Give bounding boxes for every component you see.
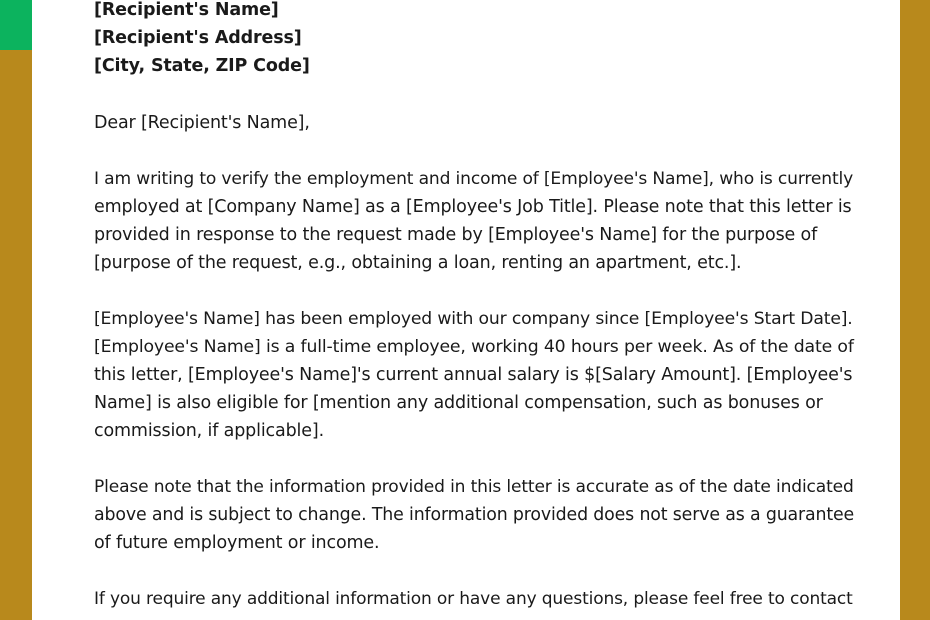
accent-tab — [0, 0, 32, 50]
paragraph-line: this letter, [Employee's Name]'s current annual salary is $[Salary Amount]. [Employee's — [94, 365, 853, 385]
paragraph-line: I am writing to verify the employment and income of [Employee's Name], who is currently — [94, 169, 854, 189]
paragraph-line: employed at [Company Name] as a [Employee's Job Title]. Please note that this letter is — [94, 197, 852, 217]
paragraph-employment-details — [94, 305, 854, 445]
paragraph-line: provided in response to the request made by [Employee's Name] for the purpose of — [94, 225, 818, 245]
recipient-city-state-zip: [City, State, ZIP Code] — [94, 56, 310, 76]
paragraph-verification — [94, 165, 854, 277]
paragraph-line: Name] is also eligible for [mention any additional compensation, such as bonuses or — [94, 393, 823, 413]
salutation: Dear [Recipient's Name], — [94, 113, 310, 133]
paragraph-line: [purpose of the request, e.g., obtaining a loan, renting an apartment, etc.]. — [94, 253, 742, 273]
recipient-name: [Recipient's Name] — [94, 0, 279, 20]
letter-body — [94, 0, 854, 613]
paragraph-line: Please note that the information provided in this letter is accurate as of the date indicated — [94, 477, 854, 497]
paragraph-line: of future employment or income. — [94, 533, 380, 553]
paragraph-line: [Employee's Name] has been employed with our company since [Employee's Start Date]. — [94, 309, 853, 329]
paragraph-line: above and is subject to change. The information provided does not serve as a guarantee — [94, 505, 855, 525]
recipient-address: [Recipient's Address] — [94, 28, 302, 48]
paragraph-line: [Employee's Name] is a full-time employee, working 40 hours per week. As of the date of — [94, 337, 854, 357]
letter-page — [32, 0, 900, 620]
paragraph-disclaimer — [94, 473, 854, 557]
paragraph-line: If you require any additional information or have any questions, please feel free to contact — [94, 589, 853, 609]
paragraph-contact — [94, 585, 854, 613]
paragraph-line: commission, if applicable]. — [94, 421, 324, 441]
